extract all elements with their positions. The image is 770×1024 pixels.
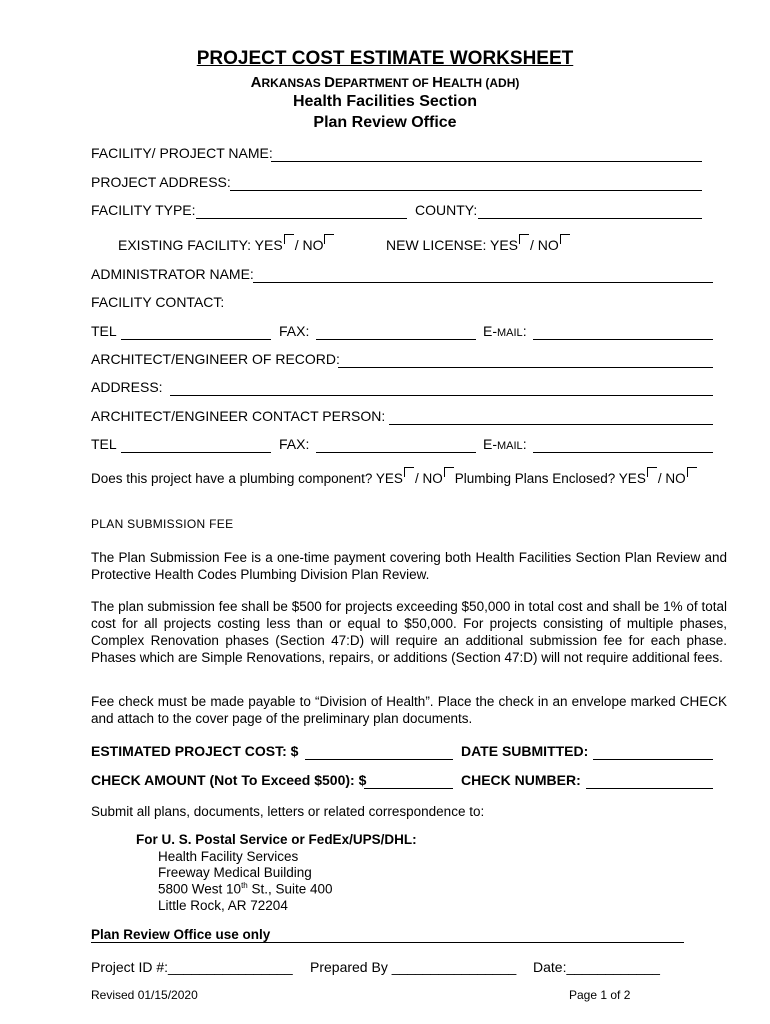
fax-label-2: FAX: <box>279 436 310 452</box>
plumbing-question: Does this project have a plumbing component? YES <box>91 471 403 486</box>
dept-d1: D <box>324 74 335 91</box>
check-number-field[interactable] <box>586 773 713 789</box>
fee-paragraph-3: Fee check must be made payable to “Division of Health”. Place the check in an envelope marked CHECK and attach to the cover page of the preliminary plan documents. <box>91 694 727 726</box>
plumbing-no-label: / NO <box>414 471 443 486</box>
address-line-3 <box>158 881 333 897</box>
email-label-1 <box>483 323 527 339</box>
enclosed-no-label: / NO <box>657 471 686 486</box>
facility-type-label: FACILITY TYPE: <box>91 202 196 218</box>
architect-record-field[interactable] <box>338 352 713 368</box>
office-use-underline <box>91 942 684 943</box>
plumbing-no-checkbox[interactable] <box>444 467 454 477</box>
fax-label-1: FAX: <box>279 323 310 339</box>
project-address-label: PROJECT ADDRESS: <box>91 174 231 190</box>
plumbing-yes-checkbox[interactable] <box>404 467 414 477</box>
fee-paragraph-2: The plan submission fee shall be $500 for projects exceeding $50,000 in total cost and shall be 1% of total cost for all projects costing less than or equal to $50,000. For projects consisting of multiple phases, Complex Renovation phases (Section 47:D) will require an additional submission fee for each phase. Phases which are Simple Renovations, repairs, or additions (Section 47:D) will not require additional fees. <box>91 599 727 665</box>
email-colon-1: : <box>522 323 527 339</box>
date-submitted-label: DATE SUBMITTED: <box>461 743 589 759</box>
dept-h2: EALTH (ADH) <box>442 76 520 90</box>
address-line-3a: 5800 West 10 <box>158 881 242 897</box>
email-label-2 <box>483 436 527 452</box>
enclosed-yes-checkbox[interactable] <box>647 467 657 477</box>
address-line-4: Little Rock, AR 72204 <box>158 898 288 913</box>
new-license-yes-checkbox[interactable] <box>519 234 529 244</box>
facility-project-name-field[interactable] <box>271 146 702 162</box>
revised-date: Revised 01/15/2020 <box>91 988 198 1002</box>
administrator-name-label: ADMINISTRATOR NAME: <box>91 266 254 282</box>
project-address-field[interactable] <box>230 175 702 191</box>
page-number: Page 1 of 2 <box>569 988 631 1002</box>
dept-h1: H <box>432 74 443 91</box>
estimated-cost-label: ESTIMATED PROJECT COST: $ <box>91 743 299 759</box>
tel-field-2[interactable] <box>121 437 271 453</box>
new-license-no-checkbox[interactable] <box>560 234 570 244</box>
plumbing-row <box>91 471 698 486</box>
county-label: COUNTY: <box>415 202 478 218</box>
project-id-field[interactable]: Project ID #:________________ <box>91 959 293 975</box>
new-license-row <box>386 237 571 253</box>
facility-project-name-label: FACILITY/ PROJECT NAME: <box>91 145 273 161</box>
tel-label-1: TEL <box>91 323 117 339</box>
tel-label-2: TEL <box>91 436 117 452</box>
tel-field-1[interactable] <box>121 324 271 340</box>
administrator-name-field[interactable] <box>253 267 713 283</box>
dept-d2: EPARTMENT OF <box>334 76 433 90</box>
email-mail-1: MAIL <box>497 327 523 339</box>
architect-contact-label: ARCHITECT/ENGINEER CONTACT PERSON: <box>91 408 386 424</box>
check-amount-field[interactable] <box>364 773 453 789</box>
prepared-by-field[interactable]: Prepared By ________________ <box>310 959 517 975</box>
existing-facility-no-label: / NO <box>294 237 324 253</box>
address-line-2: Freeway Medical Building <box>158 865 312 880</box>
office-use-heading: Plan Review Office use only <box>91 927 271 942</box>
facility-type-field[interactable] <box>196 203 407 219</box>
fax-field-1[interactable] <box>316 324 476 340</box>
carrier-heading: For U. S. Postal Service or FedEx/UPS/DHL: <box>136 832 417 847</box>
address-field[interactable] <box>170 380 713 396</box>
architect-contact-field[interactable] <box>389 409 713 425</box>
estimated-cost-field[interactable] <box>305 744 453 760</box>
check-amount-label: CHECK AMOUNT (Not To Exceed $500): $ <box>91 772 367 788</box>
existing-facility-yes-checkbox[interactable] <box>284 234 294 244</box>
department-name <box>0 74 770 91</box>
facility-contact-label: FACILITY CONTACT: <box>91 294 225 310</box>
existing-facility-label: EXISTING FACILITY: YES <box>118 237 283 253</box>
county-field[interactable] <box>478 203 702 219</box>
page-title: PROJECT COST ESTIMATE WORKSHEET <box>196 48 574 69</box>
address-line-3-sup: th <box>241 881 248 890</box>
dept-a1: A <box>250 74 262 91</box>
section-name: Health Facilities Section <box>292 93 478 110</box>
fax-field-2[interactable] <box>316 437 476 453</box>
fee-paragraph-1: The Plan Submission Fee is a one-time payment covering both Health Facilities Section Plan Review and Protective Health Codes Plumbing Division Plan Review. <box>91 550 727 582</box>
submit-intro: Submit all plans, documents, letters or related correspondence to: <box>91 804 485 819</box>
date-submitted-field[interactable] <box>593 744 713 760</box>
email-field-2[interactable] <box>533 437 713 453</box>
existing-facility-no-checkbox[interactable] <box>324 234 334 244</box>
email-mail-2: MAIL <box>497 440 523 452</box>
address-line-3b: St., Suite 400 <box>247 881 333 897</box>
new-license-label: NEW LICENSE: YES <box>386 237 519 253</box>
check-number-label: CHECK NUMBER: <box>461 772 581 788</box>
date-field[interactable]: Date:____________ <box>533 959 660 975</box>
email-field-1[interactable] <box>533 324 713 340</box>
plumbing-enclosed-label: Plumbing Plans Enclosed? YES <box>454 471 646 486</box>
enclosed-no-checkbox[interactable] <box>687 467 697 477</box>
dept-a2: RKANSAS <box>261 76 325 90</box>
fee-heading: PLAN SUBMISSION FEE <box>91 517 234 531</box>
existing-facility-row <box>118 237 335 253</box>
new-license-no-label: / NO <box>530 237 559 253</box>
email-e-1: E- <box>483 323 497 339</box>
office-name: Plan Review Office <box>313 114 457 131</box>
address-label: ADDRESS: <box>91 379 163 395</box>
email-colon-2: : <box>522 436 527 452</box>
address-line-1: Health Facility Services <box>158 849 299 864</box>
architect-record-label: ARCHITECT/ENGINEER OF RECORD: <box>91 351 340 367</box>
email-e-2: E- <box>483 436 497 452</box>
